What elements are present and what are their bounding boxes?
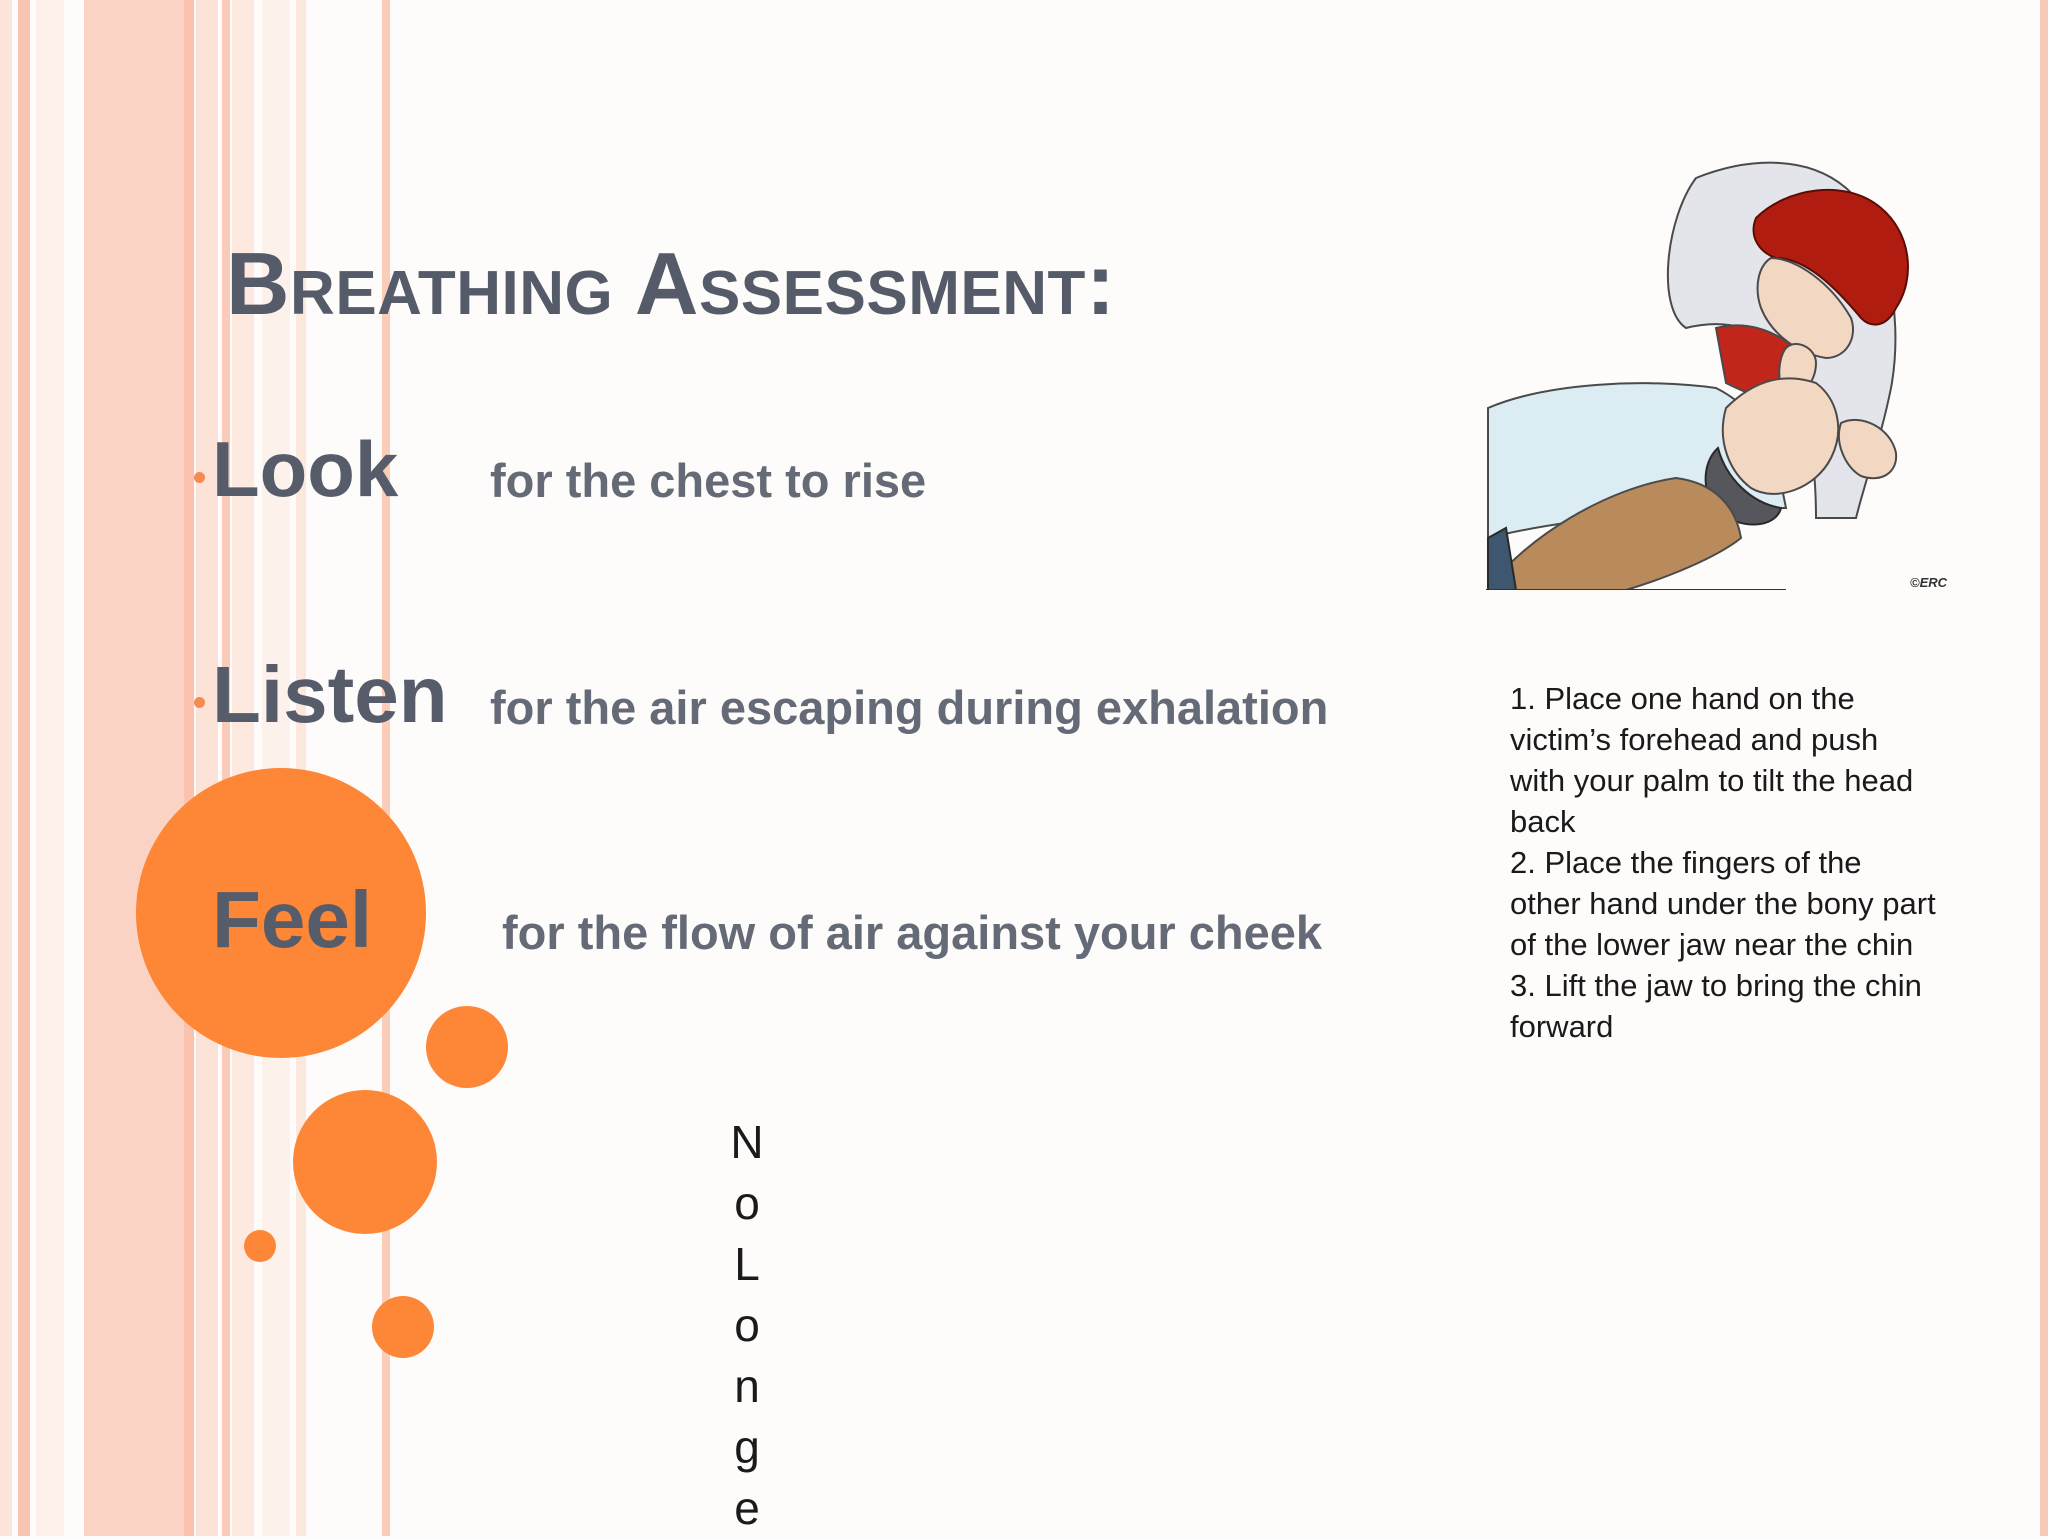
image-credit: ©ERC xyxy=(1910,575,1948,590)
decorative-circle xyxy=(244,1230,276,1262)
item-description-feel: for the flow of air against your cheek xyxy=(502,906,1323,959)
cpr-illustration xyxy=(1486,158,1946,590)
vertical-letter: N xyxy=(730,1116,764,1168)
vertical-letter: n xyxy=(734,1360,760,1412)
instruction-step: 2. Place the fingers of the other hand under the bony part of the lower jaw near the chin xyxy=(1510,845,1936,962)
item-key-look: Look xyxy=(212,425,399,513)
bullet-icon xyxy=(194,472,205,483)
item-description-listen: for the air escaping during exhalation xyxy=(490,681,1329,734)
vertical-letter: o xyxy=(734,1177,760,1229)
decorative-circle xyxy=(293,1090,437,1234)
instruction-step: 3. Lift the jaw to bring the chin forward xyxy=(1510,968,1922,1044)
vertical-letter: L xyxy=(734,1238,760,1290)
slide-title: Breathing Assessment: xyxy=(226,234,1116,333)
decorative-circle xyxy=(372,1296,434,1358)
decorative-stripes xyxy=(0,0,400,1536)
right-edge-stripe xyxy=(2040,0,2048,1536)
instruction-step: 1. Place one hand on the victim’s forehead and push with your palm to tilt the head back xyxy=(1510,681,1914,839)
bullet-icon xyxy=(194,697,205,708)
instructions-list xyxy=(1510,678,1940,1047)
item-key-feel: Feel xyxy=(212,875,373,964)
decorative-circle xyxy=(426,1006,508,1088)
vertical-letter: o xyxy=(734,1299,760,1351)
item-key-listen: Listen xyxy=(212,650,448,739)
vertical-letter: e xyxy=(734,1482,760,1534)
item-description-look: for the chest to rise xyxy=(490,454,927,507)
vertical-text xyxy=(722,1112,772,1539)
vertical-letter: g xyxy=(734,1421,760,1473)
